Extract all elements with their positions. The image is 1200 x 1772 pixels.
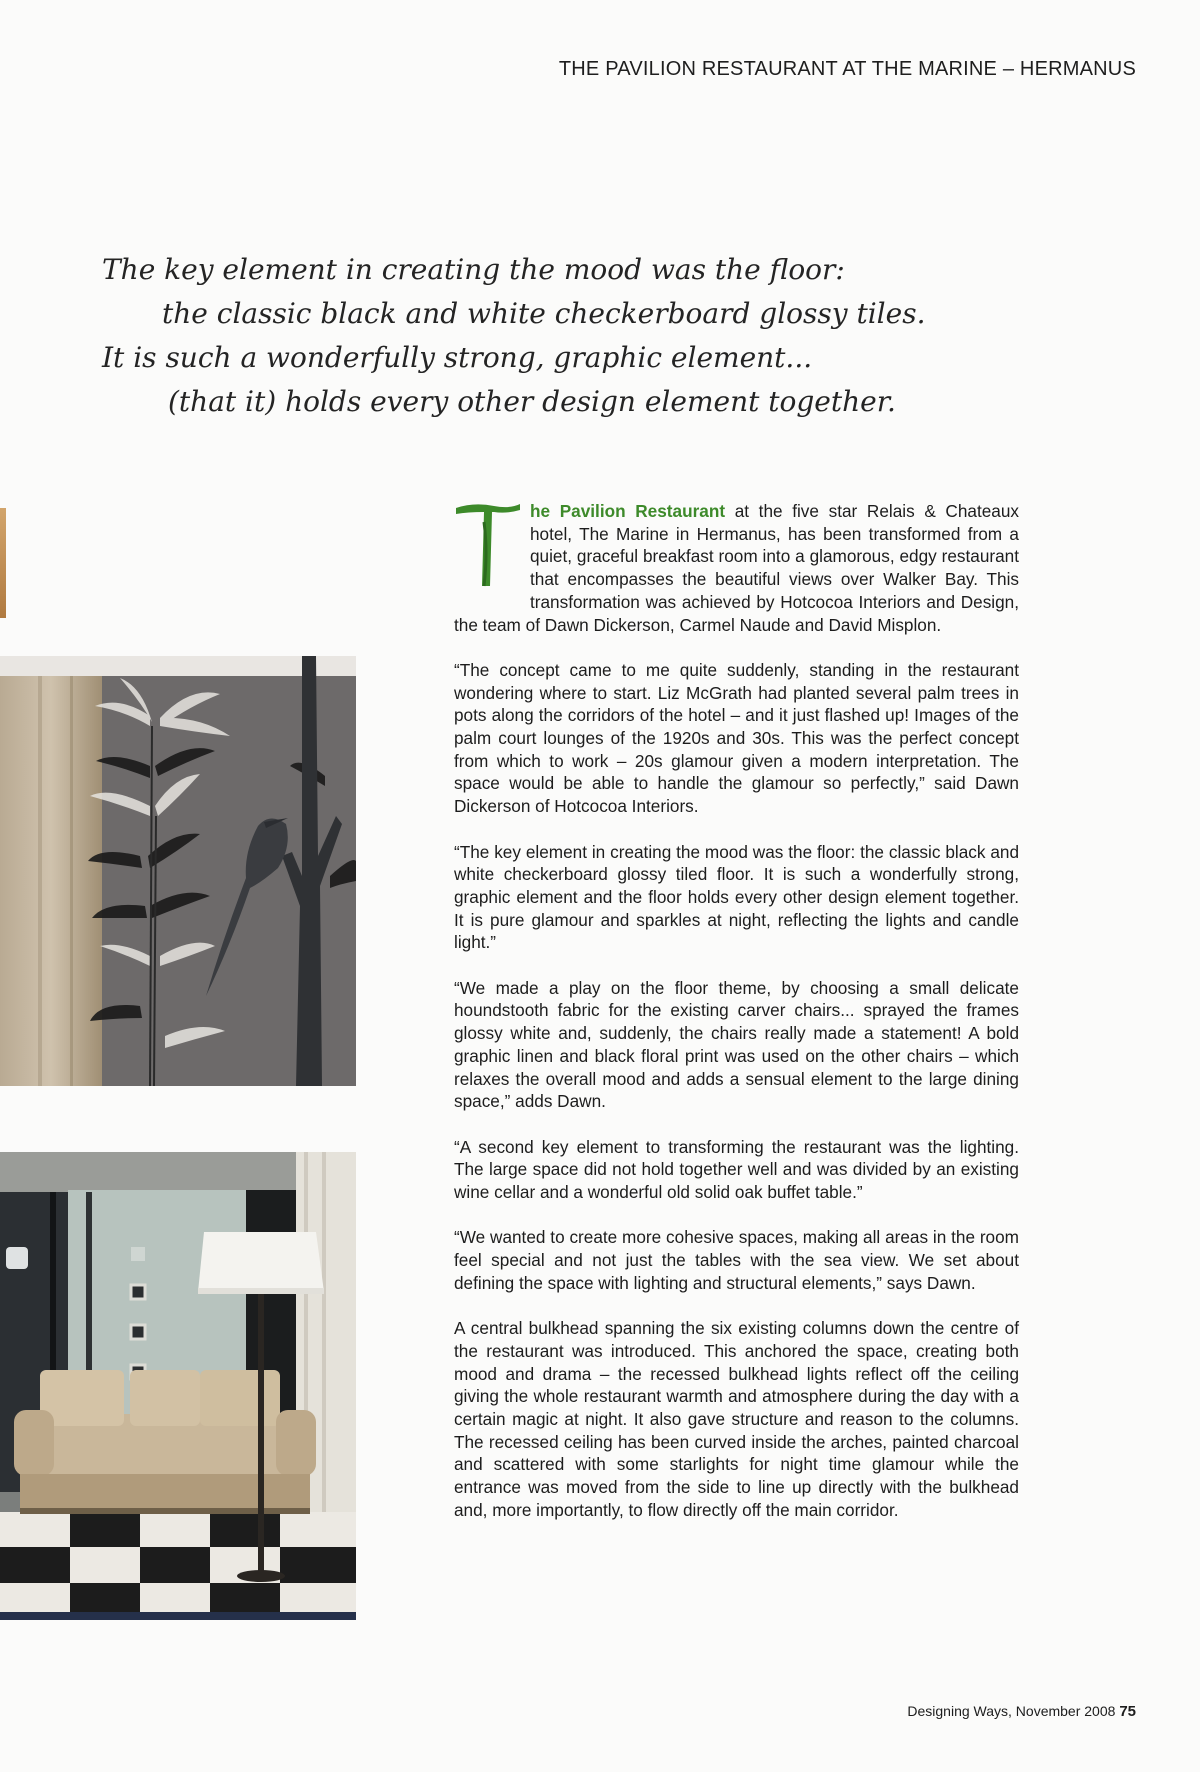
pull-quote-line: The key element in creating the mood was the floor: — [102, 253, 845, 286]
lounge-illustration — [0, 1152, 356, 1620]
article-paragraph: A central bulkhead spanning the six existing columns down the centre of the restaurant was introduced. This anchored the space, creating both mood and drama – the recessed bulkhead lights reflect off the ceiling giving the whole restaurant warmth and atmosphere during the day with a certain magic at night. It also gave structure and reason to the columns. The recessed ceiling has been curved inside the arches, painted charcoal and scattered with some starlights for night time glamour while the entrance was moved from the side to line up directly with the bulkhead and, more importantly, to flow directly off the main corridor. — [454, 1318, 1019, 1520]
palm-wallpaper-illustration — [0, 656, 356, 1086]
pull-quote-line: It is such a wonderfully strong, graphic element... — [102, 341, 813, 374]
running-head: THE PAVILION RESTAURANT AT THE MARINE – HERMANUS — [558, 58, 1136, 80]
article-paragraph: “We wanted to create more cohesive spaces, making all areas in the room feel special and not just the tables with the sea view. We set about defining the space with lighting and structural elements,” says Dawn. — [454, 1227, 1019, 1293]
article-paragraph: “The concept came to me quite suddenly, standing in the restaurant wondering where to start. Liz McGrath had planted several palm trees in pots along the corridors of the hotel – and it just flashed up! Images of the palm court lounges of the 1920s and 30s. This was the perfect concept from which to work – 20s glamour given a modern interpretation. The space would be able to handle the glamour so perfectly,” said Dawn Dickerson of Hotcocoa Interiors. — [454, 659, 1019, 817]
article-body — [454, 500, 1019, 1544]
photo-lounge-sofa — [0, 1152, 356, 1620]
pull-quote-line: (that it) holds every other design element together. — [168, 385, 896, 418]
pull-quote-line: the classic black and white checkerboard glossy tiles. — [162, 297, 926, 330]
lead-in-text: he Pavilion Restaurant — [530, 501, 726, 521]
photo-palm-wallpaper — [0, 656, 356, 1086]
article-paragraph: “A second key element to transforming the restaurant was the lighting. The large space did not hold together well and was divided by an existing wine cellar and a wonderful old solid oak buffet table.” — [454, 1136, 1019, 1203]
article-paragraph: “We made a play on the floor theme, by choosing a small delicate houndstooth fabric for the existing carver chairs... sprayed the frames glossy white and, suddenly, the chairs really made a statement! A bold graphic linen and black floral print was used on the other chairs – which relaxes the overall mood and adds a sensual element to the large dining space,” adds Dawn. — [454, 977, 1019, 1112]
publication-credit: Designing Ways, November 2008 — [907, 1703, 1116, 1719]
page-number: 75 — [1119, 1703, 1136, 1720]
article-paragraph — [454, 500, 1019, 636]
pull-quote — [102, 248, 1002, 424]
checkerboard-floor — [0, 1512, 356, 1620]
article-paragraph: “The key element in creating the mood was the floor: the classic black and white checkerboard glossy tiled floor. It is such a wonderfully strong, graphic element and the floor holds every other design element together. It is pure glamour and sparkles at night, reflecting the lights and candle light.” — [454, 841, 1019, 953]
photo-edge-strip — [0, 508, 6, 618]
sofa — [14, 1370, 316, 1514]
drop-cap-t — [454, 502, 522, 592]
page-footer — [907, 1703, 1136, 1720]
first-paragraph-text: at the five star Relais & Chateaux hotel, The Marine in Hermanus, has been transformed from a quiet, graceful breakfast room into a glamorous, edgy restaurant that encompasses the beautiful views over Walker Bay. This transformation was achieved by Hotcocoa Interiors and Design, the team of Dawn Dickerson, Carmel Naude and David Misplon. — [454, 501, 1019, 635]
